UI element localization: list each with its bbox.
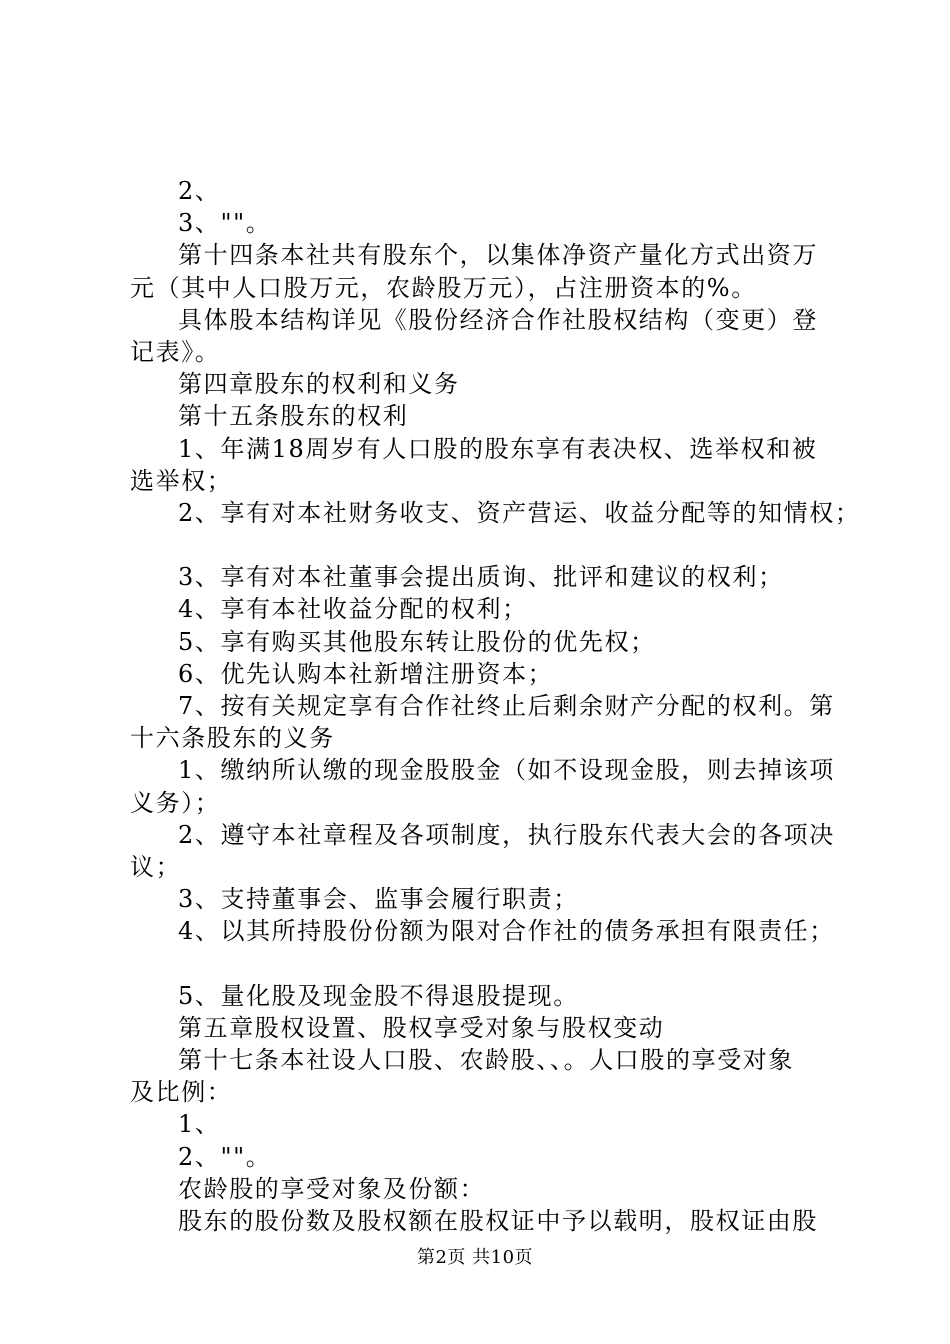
text-line: 5、量化股及现金股不得退股提现。 xyxy=(178,981,579,1010)
text-line: 4、享有本社收益分配的权利； xyxy=(178,595,528,624)
text-line: 第五章股权设置、股权享受对象与股权变动 xyxy=(178,1013,665,1042)
blank-line xyxy=(130,529,845,561)
text-line: 股东的股份数及股权额在股权证中予以载明，股权证由股 xyxy=(178,1207,818,1235)
text-line: 3、""。 xyxy=(178,209,272,238)
text-line: 农龄股的享受对象及份额： xyxy=(178,1174,486,1203)
text-line: 1、年满18周岁有人口股的股东享有表决权、选举权和被 xyxy=(178,434,818,463)
text-line: 3、支持董事会、监事会履行职责； xyxy=(178,885,579,914)
text-line: 义务）； xyxy=(130,788,221,817)
page-footer: 第2页 共10页 xyxy=(416,1247,534,1268)
text-line: 第十四条本社共有股东个，以集体净资产量化方式出资万 xyxy=(178,241,818,270)
text-line: 第四章股东的权利和义务 xyxy=(178,370,460,399)
text-line: 元（其中人口股万元，农龄股万元），占注册资本的%。 xyxy=(130,273,757,302)
text-line: 2、享有对本社财务收支、资产营运、收益分配等的知情权； xyxy=(178,498,861,527)
text-line: 1、 xyxy=(178,1110,221,1139)
text-line: 2、 xyxy=(178,177,221,205)
blank-line xyxy=(130,948,845,980)
text-line: 十六条股东的义务 xyxy=(130,724,335,753)
text-line: 记表》。 xyxy=(130,337,221,366)
text-line: 及比例： xyxy=(130,1078,233,1107)
text-line: 5、享有购买其他股东转让股份的优先权； xyxy=(178,627,656,656)
text-line: 2、""。 xyxy=(178,1142,272,1171)
text-line: 3、享有对本社董事会提出质询、批评和建议的权利； xyxy=(178,563,784,592)
text-line: 具体股本结构详见《股份经济合作社股权结构（变更）登 xyxy=(178,305,818,334)
document-body xyxy=(130,175,861,1237)
text-line: 4、以其所持股份份额为限对合作社的债务承担有限责任； xyxy=(178,917,835,946)
text-line: 第十五条股东的权利 xyxy=(178,402,409,431)
text-line: 选举权； xyxy=(130,466,233,495)
text-line: 第十七条本社设人口股、农龄股、、。人口股的享受对象 xyxy=(178,1046,794,1075)
text-line: 2、遵守本社章程及各项制度，执行股东代表大会的各项决 xyxy=(178,820,835,849)
text-line: 1、缴纳所认缴的现金股股金（如不设现金股，则去掉该项 xyxy=(178,756,835,785)
text-line: 议； xyxy=(130,852,182,881)
text-line: 6、优先认购本社新增注册资本； xyxy=(178,659,554,688)
text-line: 7、按有关规定享有合作社终止后剩余财产分配的权利。第 xyxy=(178,692,835,720)
